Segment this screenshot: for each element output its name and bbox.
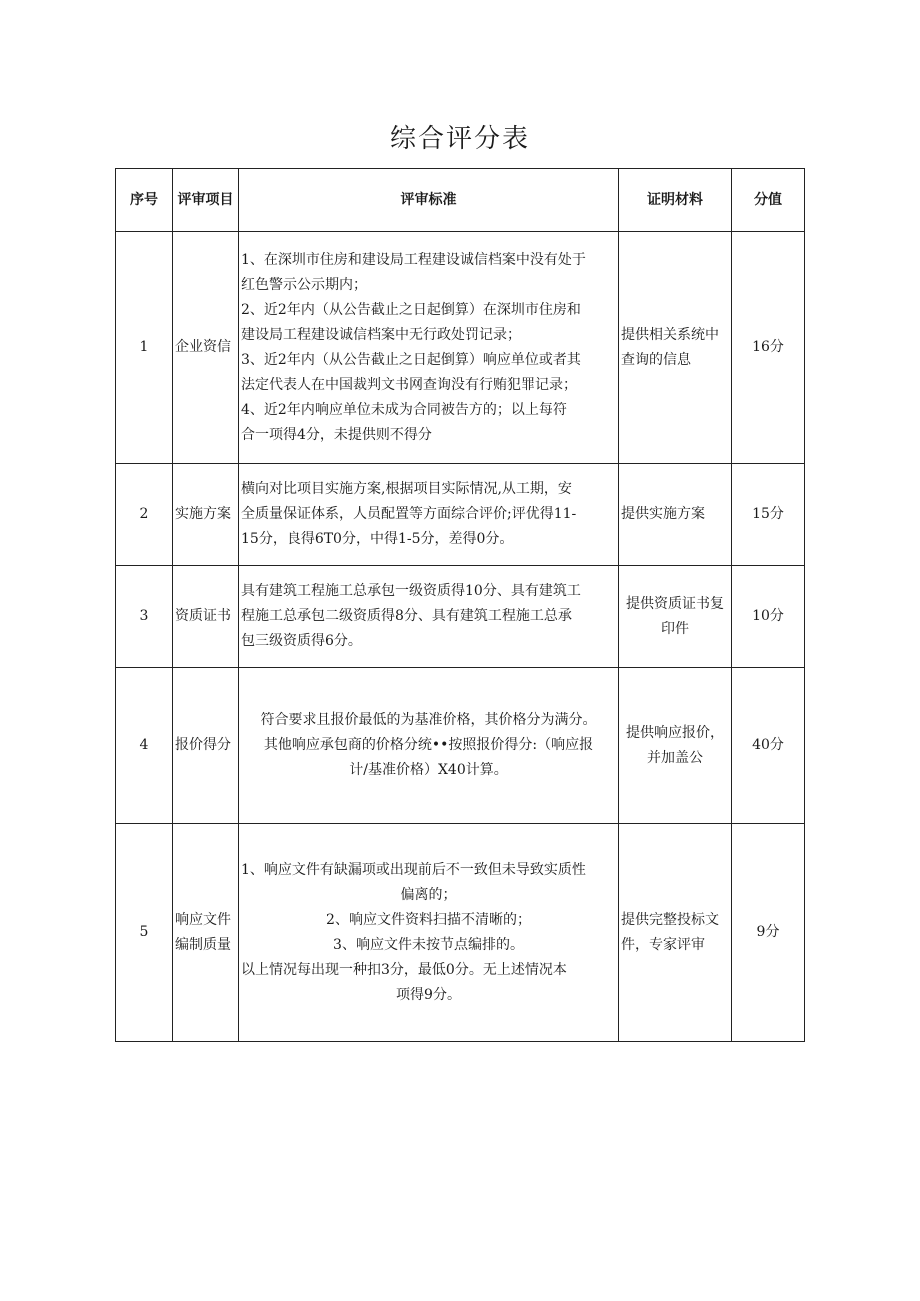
criteria-line: 1、在深圳市住房和建设局工程建设诚信档案中没有处于 (241, 251, 586, 268)
row-score: 10分 (732, 566, 805, 668)
criteria-line: 具有建筑工程施工总承包一级资质得10分、具有建筑工 (241, 583, 581, 599)
material-line: 提供相关系统中 (621, 326, 719, 343)
material-line: 提供响应报价， (626, 724, 724, 741)
row-score: 9分 (732, 824, 805, 1042)
row-seq: 4 (116, 668, 173, 824)
row-material (619, 232, 732, 464)
material-line: 提供资质证书复 (626, 595, 724, 612)
criteria-line: 计/基准价格）X40计算。 (349, 762, 508, 778)
criteria-line: 2、近2年内（从公告截止之日起倒算）在深圳市住房和 (241, 301, 581, 318)
header-item: 评审项目 (173, 169, 239, 232)
table-row (116, 232, 805, 464)
material-line: 提供实施方案 (621, 506, 705, 522)
header-criteria: 评审标准 (239, 169, 619, 232)
row-item: 报价得分 (173, 668, 239, 824)
row-seq: 3 (116, 566, 173, 668)
row-material (619, 464, 732, 566)
material-line: 提供完整投标文 (621, 911, 719, 928)
criteria-line: 合一项得4分，未提供则不得分 (241, 426, 432, 443)
criteria-line: 3、响应文件未按节点编排的。 (333, 936, 524, 953)
criteria-line: 1、响应文件有缺漏项或出现前后不一致但未导致实质性 (241, 861, 586, 878)
row-seq: 1 (116, 232, 173, 464)
material-line: 查询的信息 (621, 351, 691, 368)
row-score: 16分 (732, 232, 805, 464)
row-criteria (239, 668, 619, 824)
criteria-line: 法定代表人在中国裁判文书网查询没有行贿犯罪记录； (241, 376, 577, 393)
row-item: 实施方案 (173, 464, 239, 566)
criteria-line: 建设局工程建设诚信档案中无行政处罚记录； (241, 326, 521, 343)
row-criteria (239, 232, 619, 464)
criteria-line: 15分，良得6T0分，中得1-5分，差得0分。 (241, 531, 514, 547)
criteria-line: 其他响应承包商的价格分统••按照报价得分:（响应报 (263, 737, 594, 753)
criteria-line: 项得9分。 (396, 986, 461, 1003)
criteria-line: 符合要求且报价最低的为基准价格，其价格分为满分。 (260, 712, 597, 728)
header-score: 分值 (732, 169, 805, 232)
material-line: 并加盖公 (647, 749, 703, 766)
row-criteria (239, 464, 619, 566)
header-material: 证明材料 (619, 169, 732, 232)
row-score: 15分 (732, 464, 805, 566)
row-criteria (239, 824, 619, 1042)
criteria-line: 4、近2年内响应单位未成为合同被告方的；以上每符 (241, 401, 567, 418)
table-row (116, 464, 805, 566)
row-item (173, 824, 239, 1042)
row-material (619, 566, 732, 668)
row-criteria (239, 566, 619, 668)
table-row (116, 566, 805, 668)
criteria-line: 横向对比项目实施方案,根据项目实际情况,从工期，安 (241, 481, 572, 497)
criteria-line: 程施工总承包二级资质得8分、具有建筑工程施工总承 (241, 608, 572, 624)
item-line: 响应文件 (175, 911, 231, 928)
table-row (116, 824, 805, 1042)
criteria-line: 红色警示公示期内； (241, 276, 367, 293)
table-row (116, 668, 805, 824)
row-material (619, 668, 732, 824)
criteria-line: 偏离的； (400, 886, 457, 903)
document-title: 综合评分表 (389, 124, 530, 154)
row-item: 企业资信 (173, 232, 239, 464)
item-line: 编制质量 (175, 936, 231, 953)
material-line: 印件 (661, 620, 689, 637)
header-seq: 序号 (116, 169, 173, 232)
scoring-table (115, 168, 805, 1042)
criteria-line: 全质量保证体系，人员配置等方面综合评价;评优得11- (241, 506, 577, 522)
row-seq: 5 (116, 824, 173, 1042)
row-score: 40分 (732, 668, 805, 824)
criteria-line: 包三级资质得6分。 (241, 633, 362, 649)
material-line: 件，专家评审 (621, 936, 705, 953)
criteria-line: 以上情况每出现一种扣3分，最低0分。无上述情况本 (241, 961, 567, 978)
row-seq: 2 (116, 464, 173, 566)
row-material (619, 824, 732, 1042)
table-header-row (116, 169, 805, 232)
row-item: 资质证书 (173, 566, 239, 668)
criteria-line: 2、响应文件资料扫描不清晰的； (326, 911, 531, 928)
criteria-line: 3、近2年内（从公告截止之日起倒算）响应单位或者其 (241, 351, 581, 368)
